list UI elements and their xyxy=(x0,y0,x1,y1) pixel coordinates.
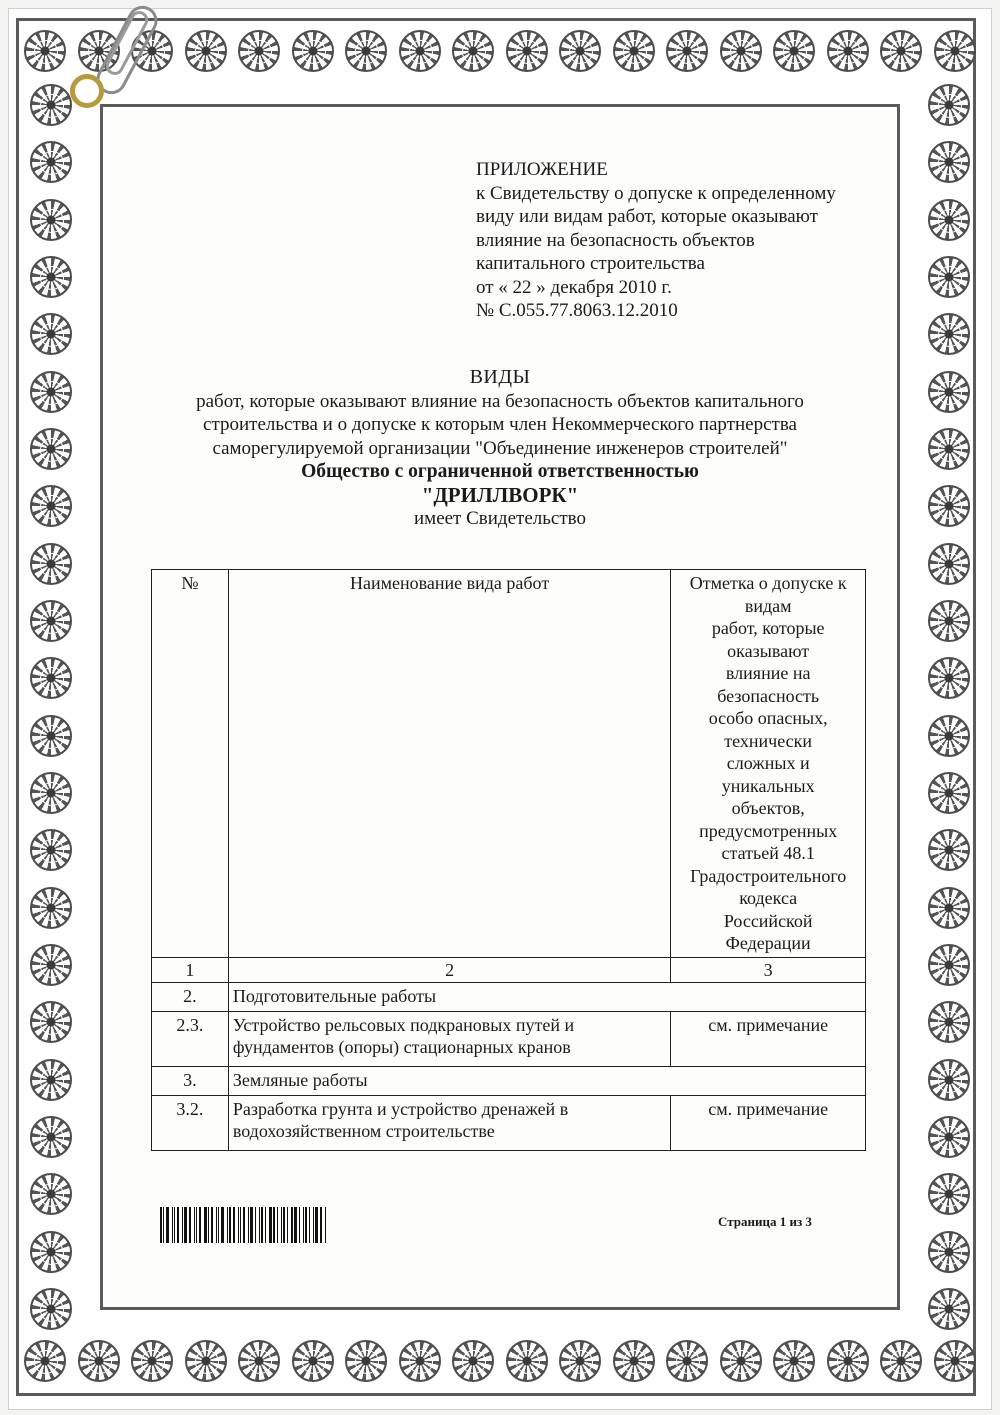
has-certificate-text: имеет Свидетельство xyxy=(414,508,586,529)
organization-name: "ДРИЛЛВОРК" xyxy=(421,482,579,507)
heading-line: работ, которые оказывают влияние на безопасность объектов капитального xyxy=(196,390,804,412)
barcode-bar xyxy=(240,1207,241,1243)
column-number: 1 xyxy=(152,957,229,982)
works-table xyxy=(151,569,866,1151)
column-number: 3 xyxy=(671,957,866,982)
barcode-bar xyxy=(283,1207,285,1243)
barcode-bar xyxy=(303,1207,304,1243)
barcode-bar xyxy=(172,1207,173,1243)
column-number-row xyxy=(152,957,866,982)
barcode-bar xyxy=(320,1207,322,1243)
barcode-bar xyxy=(255,1207,256,1243)
appendix-line: влияние на безопасность объектов xyxy=(476,229,755,251)
barcode-bar xyxy=(265,1207,266,1243)
barcode-bar xyxy=(309,1207,310,1243)
table-row-section xyxy=(152,1066,866,1095)
heading-line: строительства и о допуске к которым член Некоммерческого партнерства xyxy=(203,414,797,435)
certificate-number: № С.055.77.8063.12.2010 xyxy=(476,300,678,321)
appendix-title: ПРИЛОЖЕНИЕ xyxy=(476,159,608,180)
appendix-line: виду или видам работ, которые оказывают xyxy=(476,206,818,227)
document-title: ВИДЫ xyxy=(469,366,531,388)
barcode-bar xyxy=(269,1207,272,1243)
section-name: Подготовительные работы xyxy=(228,982,865,1011)
barcode-bar xyxy=(238,1207,239,1243)
section-name: Земляные работы xyxy=(228,1066,865,1095)
page-number: Страница 1 из 3 xyxy=(718,1214,812,1229)
barcode-bar xyxy=(243,1207,245,1243)
barcode-bar xyxy=(182,1207,183,1243)
permit-mark: см. примечание xyxy=(671,1095,866,1150)
header-permit-mark: Отметка о допуске к видам работ, которые оказывают влияние на безопасность особо опасных, технически сложных и уникальных объектов, предусмотренных статьей 48.1 Градостроительного кодекса Российской Федерации xyxy=(671,570,866,958)
barcode-bar xyxy=(174,1207,175,1243)
row-number: 3. xyxy=(152,1066,229,1095)
header-work-name: Наименование вида работ xyxy=(228,570,671,958)
barcode-bar xyxy=(199,1207,201,1243)
barcode-bar xyxy=(325,1207,326,1243)
barcode-bar xyxy=(287,1207,288,1243)
row-number: 2.3. xyxy=(152,1011,229,1066)
row-number: 2. xyxy=(152,982,229,1011)
barcode-bar xyxy=(229,1207,231,1243)
barcode-bar xyxy=(281,1207,282,1243)
table-row-section xyxy=(152,982,866,1011)
barcode-bar xyxy=(166,1207,169,1243)
organization-form: Общество с ограниченной ответственностью xyxy=(301,461,699,482)
barcode-bar xyxy=(259,1207,260,1243)
appendix-date: от « 22 » декабря 2010 г. xyxy=(476,276,672,298)
barcode-bar xyxy=(248,1207,249,1243)
barcode-bar xyxy=(277,1207,278,1243)
barcode-bar xyxy=(216,1207,217,1243)
barcode-bar xyxy=(315,1207,318,1243)
appendix-line: к Свидетельству о допуске к определенному xyxy=(476,182,836,204)
heading-line: саморегулируемой организации "Объединение инженеров строителей" xyxy=(212,437,788,459)
barcode-bar xyxy=(291,1207,293,1243)
barcode-bar xyxy=(221,1207,224,1243)
table-row xyxy=(152,1095,866,1150)
barcode-bar xyxy=(211,1207,213,1243)
barcode-bar xyxy=(233,1207,235,1243)
work-name: Разработка грунта и устройство дренажей в водохозяйственном строительстве xyxy=(228,1095,671,1150)
barcode-bar xyxy=(299,1207,300,1243)
row-number: 3.2. xyxy=(152,1095,229,1150)
barcode-bar xyxy=(204,1207,207,1243)
barcode-bar xyxy=(305,1207,307,1243)
barcode xyxy=(160,1207,356,1243)
barcode-bar xyxy=(160,1207,162,1243)
barcode-bar xyxy=(273,1207,275,1243)
barcode-bar xyxy=(177,1207,179,1243)
barcode-bar xyxy=(294,1207,297,1243)
barcode-bar xyxy=(227,1207,228,1243)
barcode-bar xyxy=(313,1207,314,1243)
barcode-bar xyxy=(250,1207,253,1243)
table-row xyxy=(152,1011,866,1066)
table-header-row xyxy=(152,570,866,958)
work-name: Устройство рельсовых подкрановых путей и фундаментов (опоры) стационарных кранов xyxy=(228,1011,671,1066)
heading-block xyxy=(150,366,850,531)
appendix-line: капитального строительства xyxy=(476,253,705,274)
barcode-bar xyxy=(218,1207,219,1243)
barcode-bar xyxy=(163,1207,164,1243)
barcode-bar xyxy=(208,1207,209,1243)
barcode-bar xyxy=(196,1207,197,1243)
barcode-bar xyxy=(261,1207,263,1243)
header-number: № xyxy=(152,570,229,958)
barcode-bar xyxy=(194,1207,195,1243)
barcode-bar xyxy=(184,1207,187,1243)
appendix-block xyxy=(476,158,876,323)
column-number: 2 xyxy=(228,957,671,982)
permit-mark: см. примечание xyxy=(671,1011,866,1066)
barcode-bar xyxy=(189,1207,191,1243)
